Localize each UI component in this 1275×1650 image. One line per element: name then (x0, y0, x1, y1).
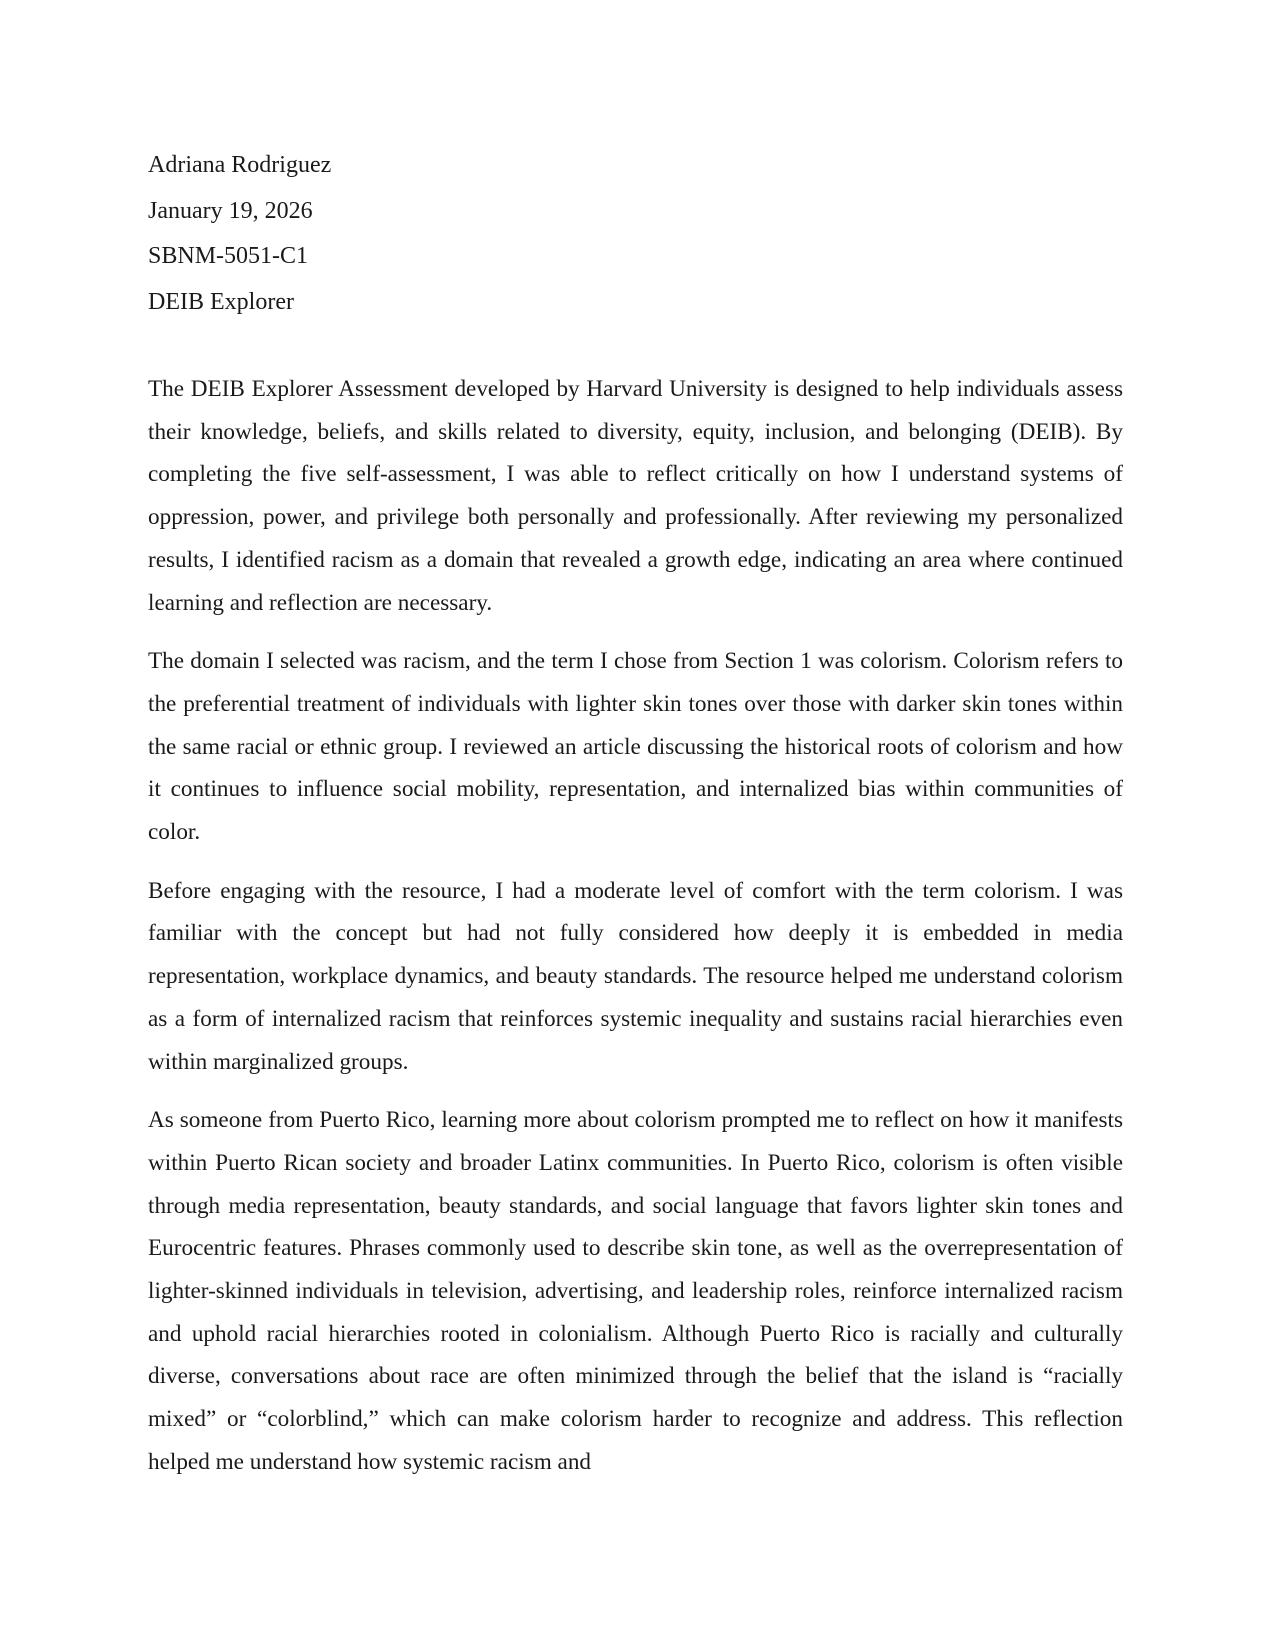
document-header (148, 143, 1128, 325)
paragraph-comfort: Before engaging with the resource, I had a moderate level of comfort with the term colorism. I was familiar with the concept but had not fully considered how deeply it is embedded in media representation, workplace dynamics, and beauty standards. The resource helped me understand colorism as a form of internalized racism that reinforces systemic inequality and sustains racial hierarchies even within marginalized groups. (148, 877, 1123, 1075)
course-code: SBNM-5051-C1 (148, 243, 309, 269)
paragraph-reflection: As someone from Puerto Rico, learning more about colorism prompted me to reflect on how it manifests within Puerto Rican society and broader Latinx communities. In Puerto Rico, colorism is often visible through media representation, beauty standards, and social language that favors lighter skin tones and Eurocentric features. Phrases commonly used to describe skin tone, as well as the overrepresentation of lighter-skinned individuals in television, advertising, and leadership roles, reinforce internalized racism and uphold racial hierarchies rooted in colonialism. Although Puerto Rico is racially and culturally diverse, conversations about race are often minimized through the belief that the island is “racially mixed” or “colorblind,” which can make colorism harder to recognize and address. This reflection helped me understand how systemic racism and (148, 1107, 1123, 1475)
paragraph-domain: The domain I selected was racism, and the term I chose from Section 1 was colorism. Colorism refers to the preferential treatment of individuals with lighter skin tones over those with darker skin tones within the same racial or ethnic group. I reviewed an article discussing the historical roots of colorism and how it continues to influence social mobility, representation, and internalized bias within communities of color. (148, 648, 1123, 846)
document-date: January 19, 2026 (148, 197, 313, 224)
author-name: Adriana Rodriguez (148, 152, 332, 178)
assignment-title: DEIB Explorer (148, 288, 294, 315)
document-body (148, 368, 1123, 1500)
paragraph-intro: The DEIB Explorer Assessment developed by Harvard University is designed to help individuals assess their knowledge, beliefs, and skills related to diversity, equity, inclusion, and belonging (DEIB). By completing the five self-assessment, I was able to reflect critically on how I understand systems of oppression, power, and privilege both personally and professionally. After reviewing my personalized results, I identified racism as a domain that revealed a growth edge, indicating an area where continued learning and reflection are necessary. (148, 376, 1123, 616)
